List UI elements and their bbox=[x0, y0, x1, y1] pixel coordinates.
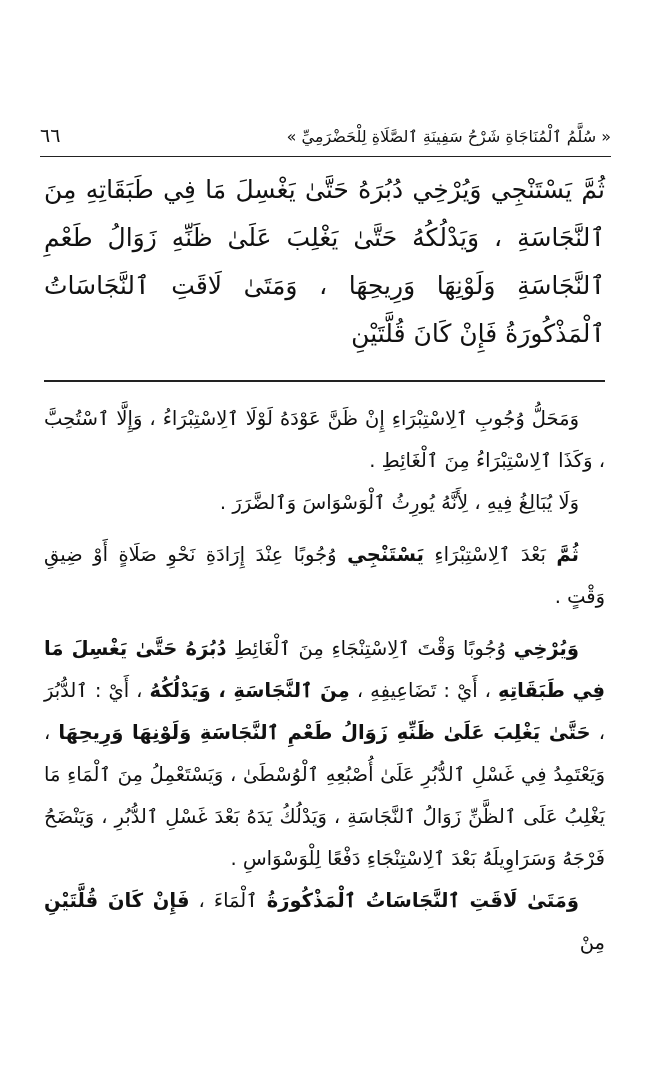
commentary-sharh bbox=[44, 398, 605, 964]
commentary-text: ٱلْمَاءَ ، bbox=[189, 889, 267, 912]
commentary-paragraph: وَمَحَلُّ وُجُوبِ ٱلِاسْتِبْرَاءِ إِنْ ظَنَّ عَوْدَهُ لَوْلَا ٱلِاسْتِبْرَاءُ ، وَإِلَّا ٱسْتُحِبَّ ، وَكَذَا ٱلِاسْتِبْرَاءُ مِنَ ٱلْغَائِطِ . bbox=[44, 407, 605, 472]
running-title: « سُلَّمُ ٱلْمُنَاجَاةِ شَرْحُ سَفِينَةِ ٱلصَّلَاةِ لِلْحَضْرَمِيِّ » bbox=[286, 126, 611, 146]
commentary-text: وُجُوبًا عِنْدَ إِرَادَةِ نَحْوِ صَلَاةٍ أَوْ ضِيقِ وَقْتٍ . bbox=[44, 543, 605, 608]
commentary-paragraph bbox=[44, 534, 605, 618]
quoted-matn-text: ثُمَّ bbox=[556, 543, 580, 566]
commentary-paragraph: وَلَا يُبَالِغُ فِيهِ ، لِأَنَّهُ يُورِثُ ٱلْوَسْوَاسَ وَٱلضَّرَرَ . bbox=[219, 491, 579, 514]
quoted-matn-text: مِنَ ٱلنَّجَاسَةِ ، وَيَدْلُكُهُ bbox=[149, 679, 350, 702]
commentary-text: مِنْ bbox=[579, 931, 605, 954]
quoted-matn-text: فَإِنْ كَانَ قُلَّتَيْنِ bbox=[44, 889, 190, 912]
commentary-text: ، أَيْ : تَضَاعِيفِهِ ، bbox=[349, 679, 499, 702]
commentary-paragraph bbox=[44, 628, 605, 880]
commentary-paragraph bbox=[44, 880, 605, 964]
commentary-text: وُجُوبًا وَقْتَ ٱلِاسْتِنْجَاءِ مِنَ ٱلْغَائِطِ bbox=[226, 637, 514, 660]
quoted-matn-text: دُبُرَهُ حَتَّىٰ يَغْسِلَ مَا فِي طَبَقَاتِهِ bbox=[44, 637, 605, 702]
footnote-divider bbox=[44, 380, 605, 382]
commentary-text: ، وَيَعْتَمِدُ فِي غَسْلِ ٱلدُّبُرِ عَلَىٰ أُصْبُعِهِ ٱلْوُسْطَىٰ ، وَيَسْتَعْمِلُ مِنَ ٱلْمَاءِ مَا يَغْلِبُ عَلَى ٱلظَّنِّ زَوَالُ ٱلنَّجَاسَةِ ، وَيَدْلُكُ يَدَهُ بَعْدَ غَسْلِ ٱلدُّبُرِ ، وَيَنْضَحُ فَرْجَهُ وَسَرَاوِيلَهُ بَعْدَ ٱلِاسْتِنْجَاءِ دَفْعًا لِلْوَسْوَاسِ . bbox=[44, 721, 605, 870]
commentary-text: ، أَيْ : ٱلدُّبُرَ ، bbox=[44, 679, 605, 744]
quoted-matn-text: حَتَّىٰ يَغْلِبَ عَلَىٰ ظَنِّهِ زَوَالُ طَعْمِ ٱلنَّجَاسَةِ وَلَوْنِهَا وَرِيحِهَا bbox=[58, 721, 591, 744]
commentary-text: بَعْدَ ٱلِاسْتِبْرَاءِ bbox=[423, 543, 557, 566]
quoted-matn-text: وَمَتَىٰ لَاقَتِ ٱلنَّجَاسَاتُ ٱلْمَذْكُورَةُ bbox=[266, 889, 579, 912]
page-header bbox=[40, 116, 611, 157]
quoted-matn-text: وَيُرْخِي bbox=[513, 637, 579, 660]
page-number: ٦٦ bbox=[40, 125, 61, 147]
quoted-matn-text: يَسْتَنْجِي bbox=[347, 543, 424, 566]
main-text-matn: ثُمَّ يَسْتَنْجِي وَيُرْخِي دُبُرَهُ حَتَّىٰ يَغْسِلَ مَا فِي طَبَقَاتِهِ مِنَ ٱلنَّجَاسَةِ ، وَيَدْلُكُهُ حَتَّىٰ يَغْلِبَ عَلَىٰ ظَنِّهِ زَوَالُ طَعْمِ ٱلنَّجَاسَةِ وَلَوْنِهَا وَرِيحِهَا ، وَمَتَىٰ لَاقَتِ ٱلنَّجَاسَاتُ ٱلْمَذْكُورَةُ فَإِنْ كَانَ قُلَّتَيْنِ bbox=[44, 175, 605, 348]
